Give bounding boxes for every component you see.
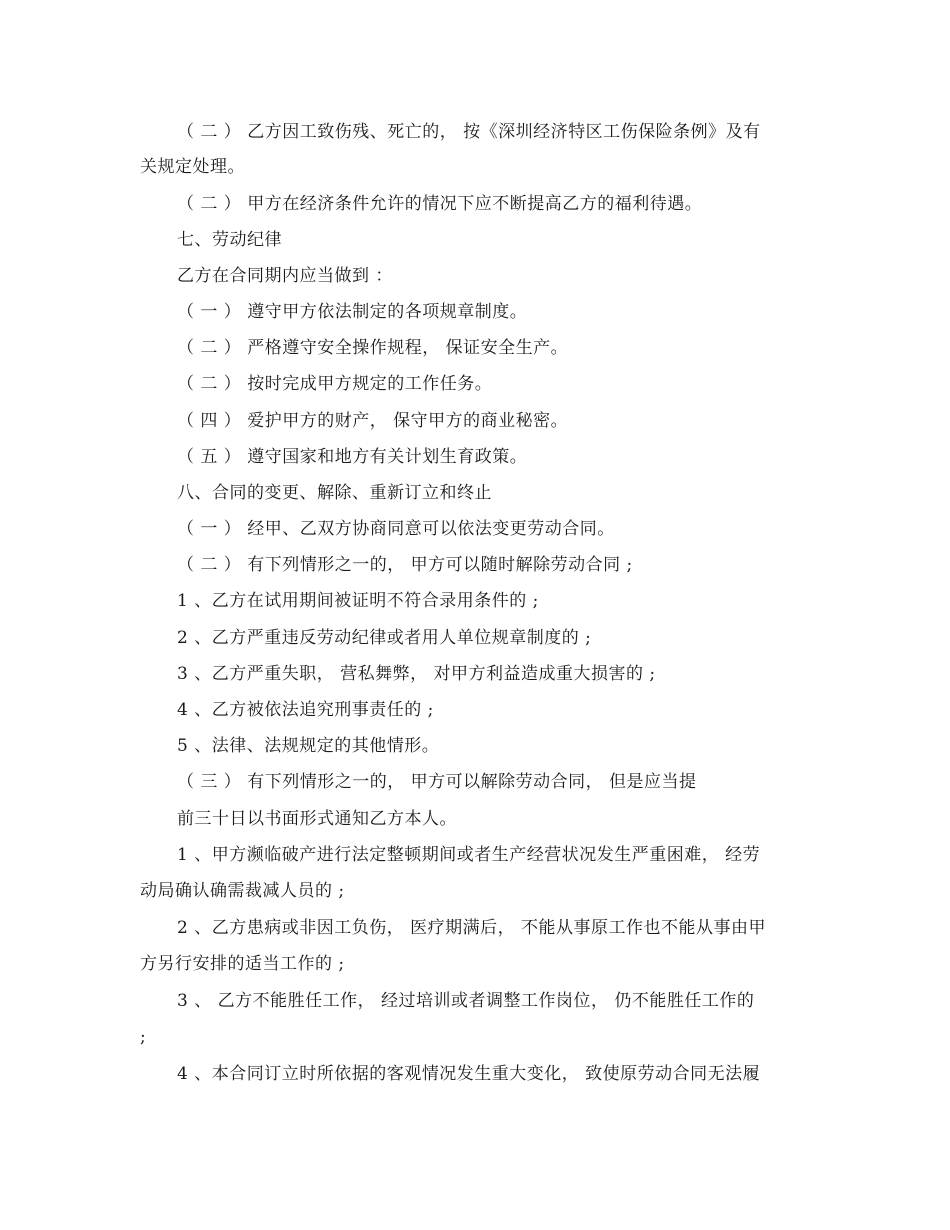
paragraph-line: 2 、乙方患病或非因工负伤， 医疗期满后， 不能从事原工作也不能从事由甲 — [177, 918, 767, 938]
section-heading: 八、合同的变更、解除、重新订立和终止 — [177, 483, 492, 503]
paragraph-line: （ 二 ） 甲方在经济条件允许的情况下应不断提高乙方的福利待遇。 — [177, 194, 703, 214]
paragraph-line: （ 一 ） 经甲、乙双方协商同意可以依法变更劳动合同。 — [177, 519, 615, 539]
paragraph-line: 1 、甲方濒临破产进行法定整顿期间或者生产经营状况发生严重困难， 经劳 — [177, 845, 761, 865]
paragraph-line: 2 、乙方严重违反劳动纪律或者用人单位规章制度的 ; — [177, 628, 592, 648]
paragraph-line: 1 、乙方在试用期间被证明不符合录用条件的 ; — [177, 591, 539, 611]
paragraph-line: （ 二 ） 严格遵守安全操作规程， 保证安全生产。 — [177, 338, 569, 358]
paragraph-line: 5 、法律、法规规定的其他情形。 — [177, 736, 440, 756]
paragraph-line: 4 、本合同订立时所依据的客观情况发生重大变化， 致使原劳动合同无法履 — [177, 1064, 761, 1084]
paragraph-line: （ 二 ） 有下列情形之一的， 甲方可以随时解除劳动合同 ; — [177, 555, 633, 575]
paragraph-line: 前三十日以书面形式通知乙方本人。 — [177, 809, 457, 829]
paragraph-line: （ 一 ） 遵守甲方依法制定的各项规章制度。 — [177, 302, 528, 322]
paragraph-line: （ 三 ） 有下列情形之一的， 甲方可以解除劳动合同， 但是应当提 — [177, 772, 697, 792]
paragraph-line: 3 、 乙方不能胜任工作， 经过培训或者调整工作岗位， 仍不能胜任工作的 — [177, 991, 755, 1011]
paragraph-line: 关规定处理。 — [140, 157, 245, 177]
paragraph-line: 乙方在合同期内应当做到 ： — [177, 266, 393, 286]
paragraph-line: 动局确认确需裁减人员的 ; — [140, 881, 345, 901]
paragraph-line: （ 二 ） 按时完成甲方规定的工作任务。 — [177, 374, 493, 394]
paragraph-line: 3 、乙方严重失职， 营私舞弊， 对甲方利益造成重大损害的 ; — [177, 664, 656, 684]
section-heading: 七、劳动纪律 — [177, 230, 282, 250]
paragraph-line: 4 、乙方被依法追究刑事责任的 ; — [177, 700, 434, 720]
paragraph-line: （ 五 ） 遵守国家和地方有关计划生育政策。 — [177, 447, 528, 467]
paragraph-line: （ 四 ） 爱护甲方的财产， 保守甲方的商业秘密。 — [177, 411, 569, 431]
paragraph-line: 方另行安排的适当工作的 ; — [140, 954, 345, 974]
paragraph-line: ; — [140, 1027, 147, 1047]
paragraph-line: （ 二 ） 乙方因工致伤残、死亡的， 按《深圳经济特区工伤保险条例》及有 — [177, 122, 761, 142]
